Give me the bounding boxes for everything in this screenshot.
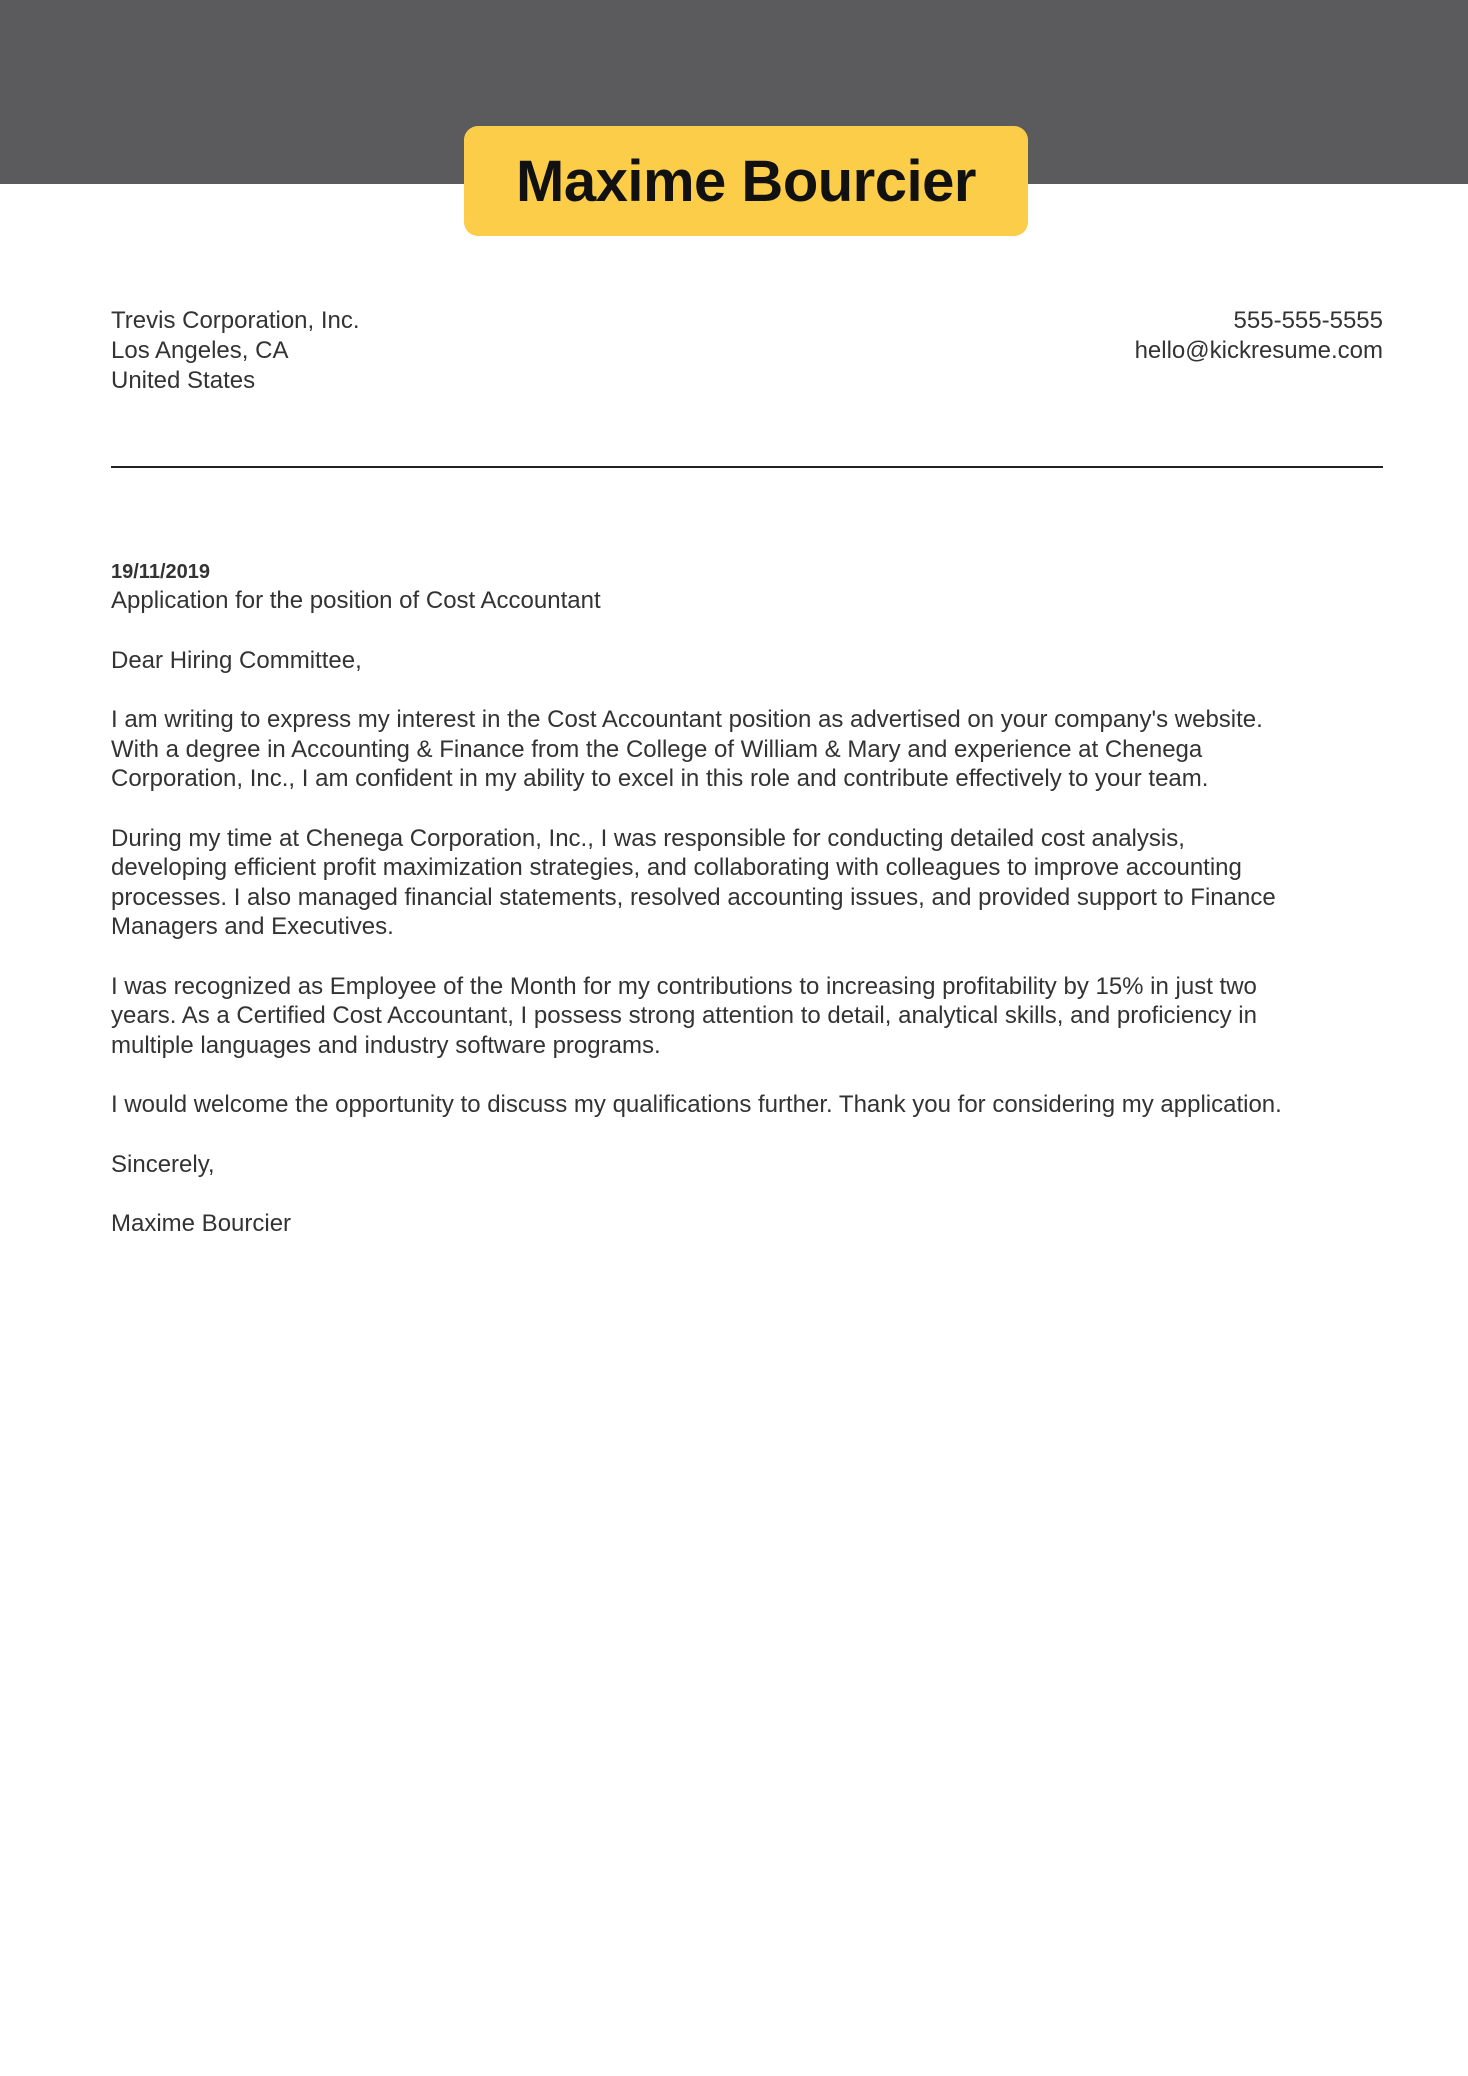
- letter-subject: Application for the position of Cost Accountant: [111, 587, 601, 614]
- letter-paragraph: I am writing to express my interest in the Cost Accountant position as advertised on your company's website. With a degree in Accounting & Finance from the College of William & Mary and experience at Chenega Corporation, Inc., I am confident in my ability to excel in this role and contribute effectively to your team.: [111, 706, 1263, 792]
- letter-signature: Maxime Bourcier: [111, 1210, 292, 1237]
- applicant-name: Maxime Bourcier: [516, 148, 976, 214]
- letter-paragraph: During my time at Chenega Corporation, Inc., I was responsible for conducting detailed cost analysis, developing efficient profit maximization strategies, and collaborating with colleagues to improve accounting processes. I also managed financial statements, resolved accounting issues, and provided support to Finance Managers and Executives.: [111, 824, 1276, 940]
- recipient-city: Los Angeles, CA: [111, 337, 289, 364]
- letter-date: 19/11/2019: [111, 561, 210, 583]
- section-divider: [111, 466, 1383, 468]
- letter-paragraph: I would welcome the opportunity to discuss my qualifications further. Thank you for considering my application.: [111, 1091, 1282, 1118]
- recipient-company: Trevis Corporation, Inc.: [111, 307, 360, 334]
- name-badge: [464, 126, 1028, 236]
- letter-body: [111, 560, 1401, 1239]
- contact-info: [1135, 306, 1383, 366]
- recipient-country: United States: [111, 367, 256, 394]
- letter-paragraph: I was recognized as Employee of the Month for my contributions to increasing profitability by 15% in just two years. As a Certified Cost Accountant, I possess strong attention to detail, analytical skills, and proficiency in multiple languages and industry software programs.: [111, 972, 1257, 1059]
- letter-greeting: Dear Hiring Committee,: [111, 646, 362, 674]
- letter-closing: Sincerely,: [111, 1150, 215, 1178]
- recipient-address: [111, 306, 360, 396]
- contact-phone: 555-555-5555: [1233, 307, 1383, 334]
- contact-email: hello@kickresume.com: [1134, 337, 1383, 364]
